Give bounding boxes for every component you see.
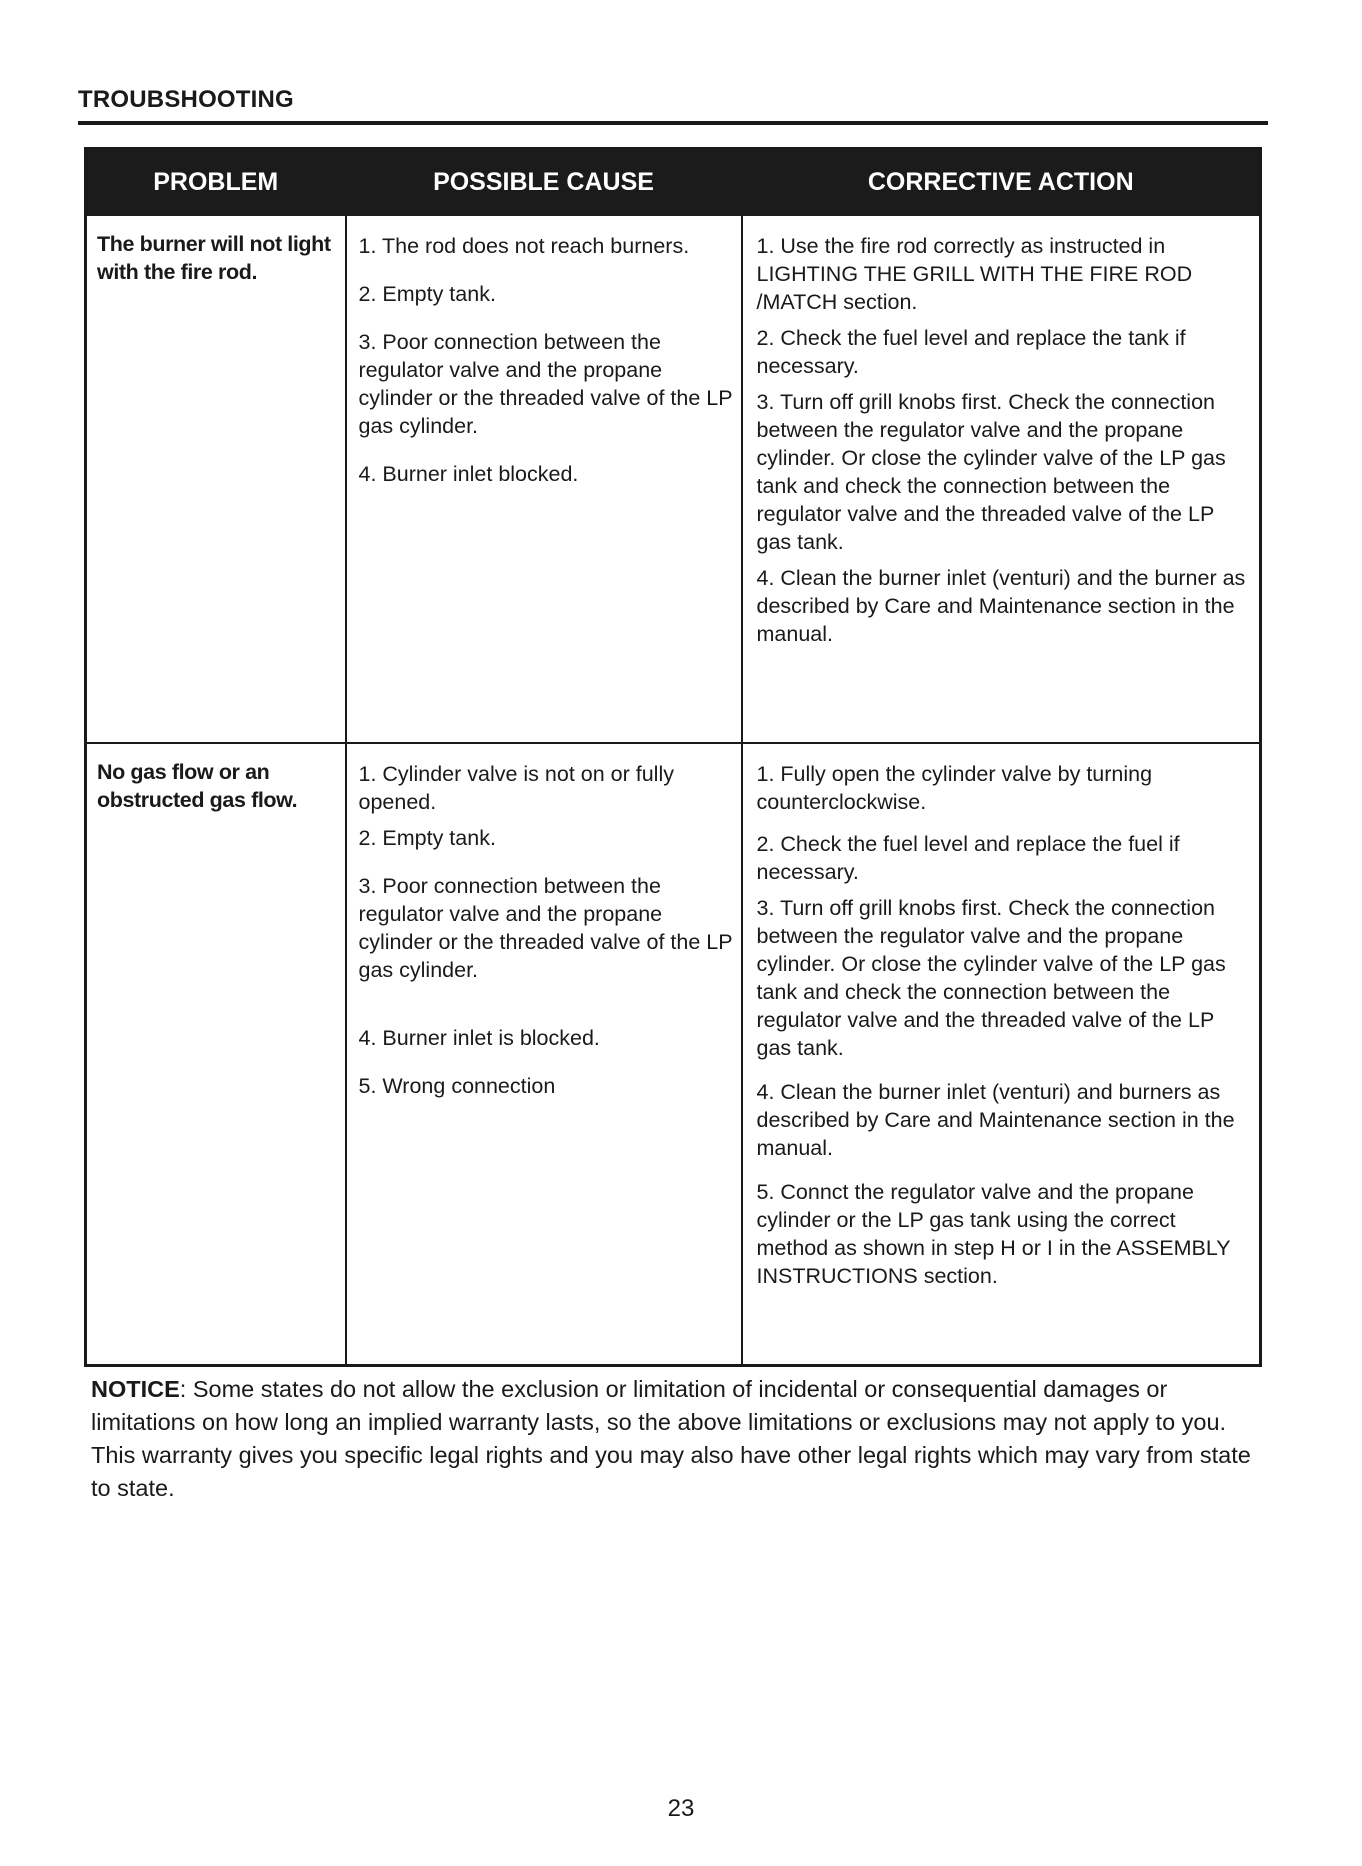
table-row (86, 215, 1261, 743)
table-header-row (86, 149, 1261, 216)
action-item: 2. Check the fuel level and replace the fuel if necessary. (756, 832, 1180, 884)
action-item: 1. Fully open the cylinder valve by turning counterclockwise. (756, 762, 1153, 814)
title-rule (78, 121, 1268, 125)
page-number: 23 (667, 1795, 695, 1822)
action-item: 1. Use the fire rod correctly as instructed in LIGHTING THE GRILL WITH THE FIRE ROD /MATCH section. (756, 234, 1193, 314)
action-item: 5. Connct the regulator valve and the propane cylinder or the LP gas tank using the correct method as shown in step H or I in the ASSEMBLY INSTRUCTIONS section. (756, 1180, 1231, 1288)
actions-cell (742, 743, 1261, 1366)
cause-item: 5. Wrong connection (358, 1074, 556, 1098)
causes-cell (346, 215, 742, 743)
notice-paragraph (91, 1373, 1261, 1505)
cause-item: 2. Empty tank. (358, 826, 496, 850)
action-item: 2. Check the fuel level and replace the tank if necessary. (756, 326, 1186, 378)
header-problem: PROBLEM (86, 149, 346, 216)
cause-item: 3. Poor connection between the regulator valve and the propane cylinder or the threaded valve of the LP gas cylinder. (358, 874, 733, 982)
action-item: 3. Turn off grill knobs first. Check the connection between the regulator valve and the propane cylinder. Or close the cylinder valve of the LP gas tank and check the connection between the regulator valve and the threaded valve of the LP gas tank. (756, 896, 1226, 1060)
problem-cell: No gas flow or an obstructed gas flow. (86, 743, 346, 1366)
action-item: 4. Clean the burner inlet (venturi) and burners as described by Care and Maintenance section in the manual. (756, 1080, 1235, 1160)
section-title: TROUBSHOOTING (78, 86, 294, 113)
cause-item: 3. Poor connection between the regulator valve and the propane cylinder or the threaded valve of the LP gas cylinder. (358, 330, 733, 438)
cause-item: 2. Empty tank. (358, 282, 496, 306)
action-item: 3. Turn off grill knobs first. Check the connection between the regulator valve and the propane cylinder. Or close the cylinder valve of the LP gas tank and check the connection between the regulator valve and the threaded valve of the LP gas tank. (756, 390, 1226, 554)
troubleshooting-table (84, 147, 1262, 1367)
header-corrective-action: CORRECTIVE ACTION (742, 149, 1261, 216)
table-row (86, 743, 1261, 1366)
cause-item: 1. The rod does not reach burners. (358, 234, 690, 258)
cause-item: 4. Burner inlet blocked. (358, 462, 579, 486)
cause-item: 4. Burner inlet is blocked. (358, 1026, 600, 1050)
action-item: 4. Clean the burner inlet (venturi) and the burner as described by Care and Maintenance section in the manual. (756, 566, 1246, 646)
cause-item: 1. Cylinder valve is not on or fully opened. (358, 762, 674, 814)
causes-cell (346, 743, 742, 1366)
actions-cell (742, 215, 1261, 743)
notice-text: : Some states do not allow the exclusion or limitation of incidental or consequential damages or limitations on how long an implied warranty lasts, so the above limitations or exclusions may not apply to you. This warranty gives you specific legal rights and you may also have other legal rights which may vary from state to state. (91, 1376, 1251, 1501)
header-possible-cause: POSSIBLE CAUSE (346, 149, 742, 216)
notice-label: NOTICE (91, 1376, 180, 1402)
problem-cell: The burner will not light with the fire rod. (86, 215, 346, 743)
